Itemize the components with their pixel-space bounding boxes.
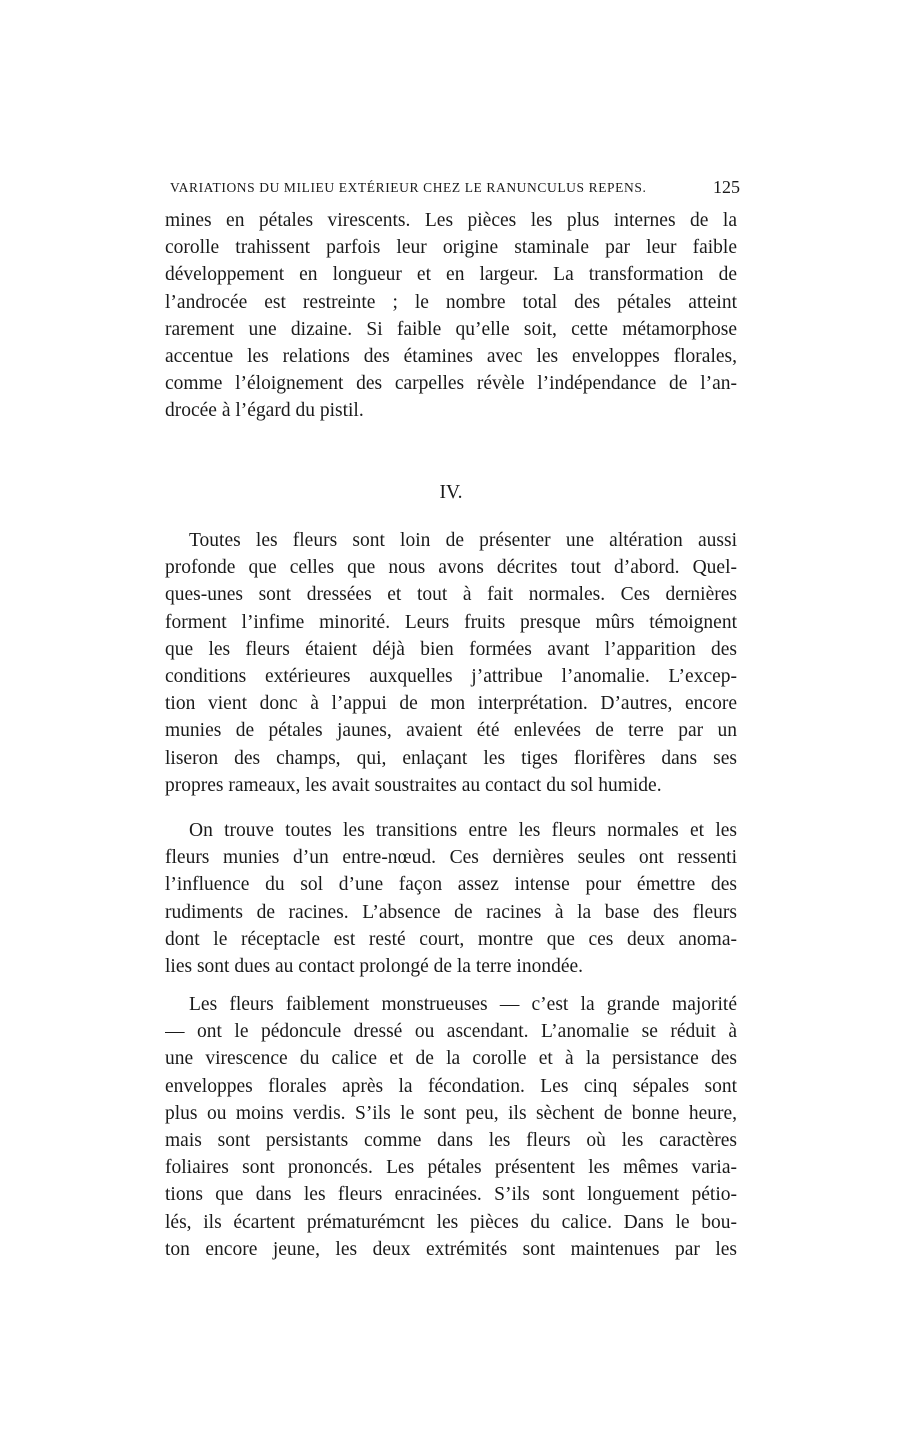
text-line: ques-unes sont dressées et tout à fait normales. Ces dernières	[165, 584, 737, 606]
text-line: drocée à l’égard du pistil.	[165, 400, 364, 422]
text-line: accentue les relations des étamines avec les enveloppes florales,	[165, 345, 737, 367]
text-line: tions que dans les fleurs enracinées. S’ils sont longuement pétio-	[165, 1184, 737, 1206]
text-line: fleurs munies d’un entre-nœud. Ces dernières seules ont ressenti	[165, 847, 737, 869]
text-line: une virescence du calice et de la corolle et à la persistance des	[165, 1048, 737, 1070]
text-line: corolle trahissent parfois leur origine staminale par leur faible	[165, 237, 737, 259]
text-line: profonde que celles que nous avons décrites tout d’abord. Quel-	[165, 557, 737, 579]
text-line: foliaires sont prononcés. Les pétales présentent les mêmes varia-	[165, 1157, 737, 1179]
paragraph	[165, 817, 737, 980]
text-line: propres rameaux, les avait soustraites au contact du sol humide.	[165, 774, 662, 796]
text-line: munies de pétales jaunes, avaient été enlevées de terre par un	[165, 720, 737, 742]
text-line: forment l’infime minorité. Leurs fruits presque mûrs témoignent	[165, 611, 737, 633]
text-line: mais sont persistants comme dans les fleurs où les caractères	[165, 1129, 737, 1151]
paragraph	[165, 991, 737, 1263]
running-head	[170, 177, 740, 201]
text-line: liseron des champs, qui, enlaçant les tiges florifères dans ses	[165, 747, 737, 769]
paragraph-continued	[165, 207, 737, 425]
text-line: tion vient donc à l’appui de mon interprétation. D’autres, encore	[165, 693, 737, 715]
text-line: lies sont dues au contact prolongé de la terre inondée.	[165, 955, 584, 977]
text-line: rudiments de racines. L’absence de racines à la base des fleurs	[165, 901, 737, 923]
paragraph	[165, 527, 737, 799]
text-line: lés, ils écartent prématurémcnt les pièces du calice. Dans le bou-	[165, 1211, 737, 1233]
text-line: ton encore jeune, les deux extrémités sont maintenues par les	[165, 1238, 737, 1260]
text-line: l’androcée est restreinte ; le nombre total des pétales atteint	[165, 291, 737, 313]
section-heading: IV.	[439, 482, 463, 503]
text-line: — ont le pédoncule dressé ou ascendant. L’anomalie se réduit à	[165, 1021, 737, 1043]
text-line: dont le réceptacle est resté court, montre que ces deux anoma-	[165, 928, 737, 950]
page-number: 125	[713, 177, 740, 197]
text-line: Les fleurs faiblement monstrueuses — c’est la grande majorité	[189, 994, 737, 1015]
running-title: VARIATIONS DU MILIEU EXTÉRIEUR CHEZ LE RANUNCULUS REPENS.	[170, 180, 647, 195]
text-line: l’influence du sol d’une façon assez intense pour émettre des	[165, 874, 737, 896]
text-line: développement en longueur et en largeur. La transformation de	[165, 264, 737, 286]
text-line: que les fleurs étaient déjà bien formées avant l’apparition des	[165, 638, 737, 660]
text-line: enveloppes florales après la fécondation. Les cinq sépales sont	[165, 1075, 737, 1097]
text-line: comme l’éloignement des carpelles révèle l’indépendance de l’an-	[165, 373, 737, 395]
text-line: On trouve toutes les transitions entre les fleurs normales et les	[189, 820, 737, 841]
text-line: rarement une dizaine. Si faible qu’elle soit, cette métamorphose	[165, 318, 737, 340]
text-line: plus ou moins verdis. S’ils le sont peu, ils sèchent de bonne heure,	[165, 1102, 737, 1124]
text-line: conditions extérieures auxquelles j’attribue l’anomalie. L’excep-	[165, 665, 737, 687]
text-line: Toutes les fleurs sont loin de présenter une altération aussi	[189, 530, 737, 551]
text-line: mines en pétales virescents. Les pièces les plus internes de la	[165, 210, 737, 231]
